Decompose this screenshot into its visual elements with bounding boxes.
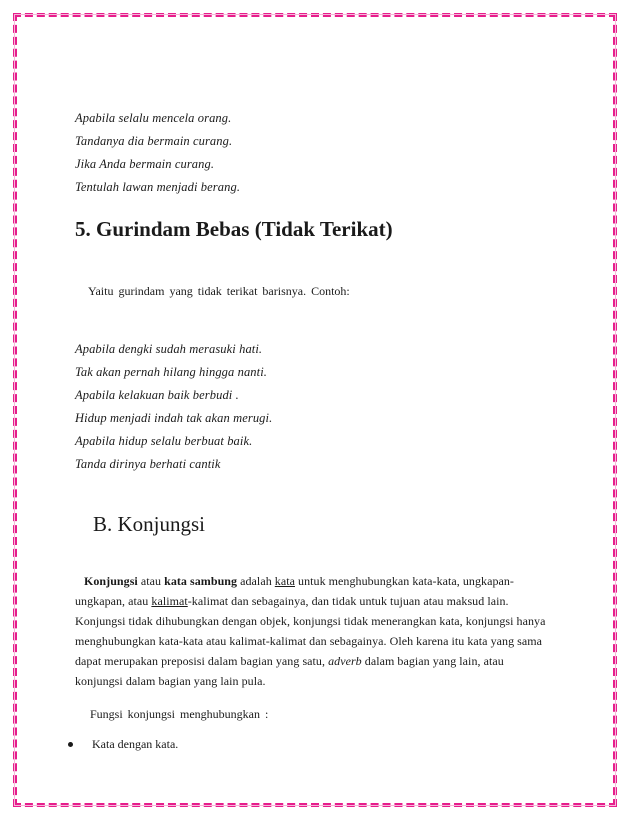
line-2-start: ungkapan, atau: [75, 594, 152, 608]
section-5-intro: Yaitu gurindam yang tidak terikat barisnya. Contoh:: [88, 284, 350, 298]
poem-one-line-3: Jika Anda bermain curang.: [75, 157, 215, 171]
line-5-rest: dalam bagian yang lain, atau: [361, 654, 504, 668]
word-atau: atau: [137, 574, 165, 588]
konjungsi-paragraph-line-6: konjungsi dalam bagian yang lain pula.: [75, 674, 266, 688]
konjungsi-paragraph-line-1: [84, 574, 514, 589]
poem-two-line-3: Apabila kelakuan baik berbudi .: [75, 388, 239, 402]
term-kata-sambung: kata sambung: [164, 574, 238, 588]
term-konjungsi: Konjungsi: [84, 574, 138, 588]
poem-two-line-5: Apabila hidup selalu berbuat baik.: [75, 434, 253, 448]
line-2-rest: -kalimat dan sebagainya, dan tidak untuk tujuan atau maksud lain.: [187, 594, 509, 608]
poem-one-line-4: Tentulah lawan menjadi berang.: [75, 180, 241, 194]
link-kata[interactable]: kata: [274, 574, 295, 588]
section-5-heading: 5. Gurindam Bebas (Tidak Terikat): [75, 217, 393, 241]
konjungsi-paragraph-line-4: menghubungkan kata-kata atau kalimat-kalimat dan sebagainya. Oleh karena itu kata yang sama: [75, 634, 543, 648]
konjungsi-paragraph-line-5: [75, 654, 504, 669]
word-adalah: adalah: [237, 574, 275, 588]
poem-two-line-6: Tanda dirinya berhati cantik: [75, 457, 221, 471]
poem-one-line-1: Apabila selalu mencela orang.: [75, 111, 232, 125]
poem-one-line-2: Tandanya dia bermain curang.: [75, 134, 233, 148]
poem-two-line-2: Tak akan pernah hilang hingga nanti.: [75, 365, 268, 379]
poem-two-line-4: Hidup menjadi indah tak akan merugi.: [75, 411, 273, 425]
link-kalimat[interactable]: kalimat: [151, 594, 188, 608]
line-1-rest: untuk menghubungkan kata-kata, ungkapan-: [294, 574, 514, 588]
poem-two-line-1: Apabila dengki sudah merasuki hati.: [75, 342, 263, 356]
term-adverb: adverb: [328, 654, 362, 668]
line-5-start: dapat merupakan preposisi dalam bagian yang satu,: [75, 654, 329, 668]
konjungsi-paragraph-line-2: [75, 594, 509, 609]
section-b-heading: B. Konjungsi: [93, 512, 206, 536]
list-item-text: Kata dengan kata.: [92, 737, 179, 751]
konjungsi-paragraph-line-3: Konjungsi tidak dihubungkan dengan objek, konjungsi tidak menerangkan kata, konjungsi hanya: [75, 614, 546, 628]
bullet-icon: [68, 742, 73, 747]
fungsi-konjungsi-label: Fungsi konjungsi menghubungkan :: [90, 707, 269, 721]
